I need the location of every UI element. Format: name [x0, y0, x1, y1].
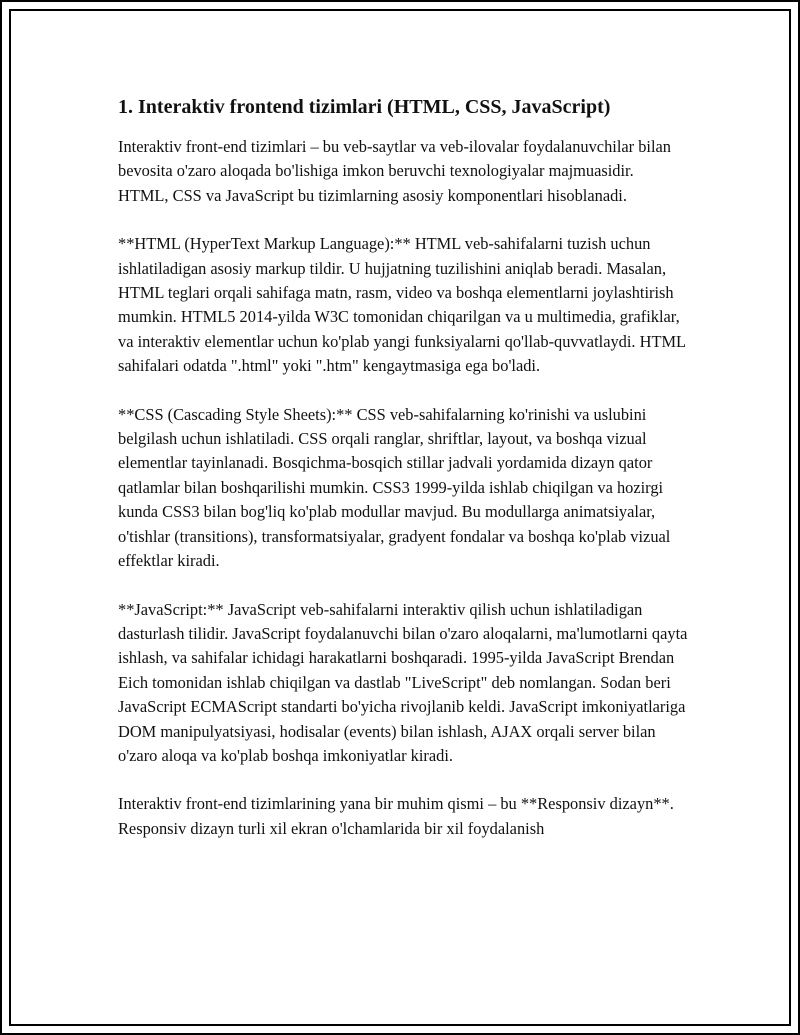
javascript-paragraph: **JavaScript:** JavaScript veb-sahifalarni interaktiv qilish uchun ishlatiladigan dasturlash tilidir. JavaScript foydalanuvchi bilan o'zaro aloqalarni, ma'lumotlarni qayta ishlash, va sahifalar ichidagi harakatlarni boshqaradi. 1995-yilda JavaScript Brendan Eich tomonidan ishlab chiqilgan va dastlab "LiveScript" deb nomlangan. Sodan beri JavaScript ECMAScript standarti bo'yicha rivojlanib keldi. JavaScript imkoniyatlariga DOM manipulyatsiyasi, hodisalar (events) bilan ishlash, AJAX orqali server bilan o'zaro aloqa va ko'plab boshqa imkoniyatlar kiradi.: [118, 599, 688, 765]
intro-paragraph: Interaktiv front-end tizimlari – bu veb-saytlar va veb-ilovalar foydalanuvchilar bilan bevosita o'zaro aloqada bo'lishiga imkon beruvchi texnologiyalar majmuasidir. HTML, CSS va JavaScript bu tizimlarning asosiy komponentlari hisoblanadi.: [118, 137, 671, 205]
document-body: [118, 92, 688, 865]
html-paragraph: **HTML (HyperText Markup Language):** HTML veb-sahifalarni tuzish uchun ishlatiladigan asosiy markup tildir. U hujjatning tuzilishini aniqlab beradi. Masalan, HTML teglari orqali sahifaga matn, rasm, video va boshqa elementlarni joylashtirish mumkin. HTML5 2014-yilda W3C tomonidan chiqarilgan va u multimedia, grafiklar, va interaktiv elementlar uchun ko'plab yangi funksiyalarni qo'llab-quvvatlaydi. HTML sahifalari odatda ".html" yoki ".htm" kengaytmasiga ega bo'ladi.: [118, 234, 686, 376]
section-heading: 1. Interaktiv frontend tizimlari (HTML, CSS, JavaScript): [118, 96, 611, 118]
responsive-paragraph: Interaktiv front-end tizimlarining yana bir muhim qismi – bu **Responsiv dizayn**. Responsiv dizayn turli xil ekran o'lchamlarida bir xil foydalanish: [118, 794, 674, 838]
css-paragraph: **CSS (Cascading Style Sheets):** CSS veb-sahifalarning ko'rinishi va uslubini belgilash uchun ishlatiladi. CSS orqali ranglar, shriftlar, layout, va boshqa vizual elementlar tayinlanadi. Bosqichma-bosqich stillar jadvali yordamida dizayn qator qatlamlar bilan boshqarilishi mumkin. CSS3 1999-yilda ishlab chiqilgan va hozirgi kunda CSS3 bilan bog'liq ko'plab modullar mavjud. Bu modullarga animatsiyalar, o'tishlar (transitions), transformatsiyalar, gradyent fondalar va boshqa ko'plab vizual effektlar kiradi.: [118, 404, 671, 571]
